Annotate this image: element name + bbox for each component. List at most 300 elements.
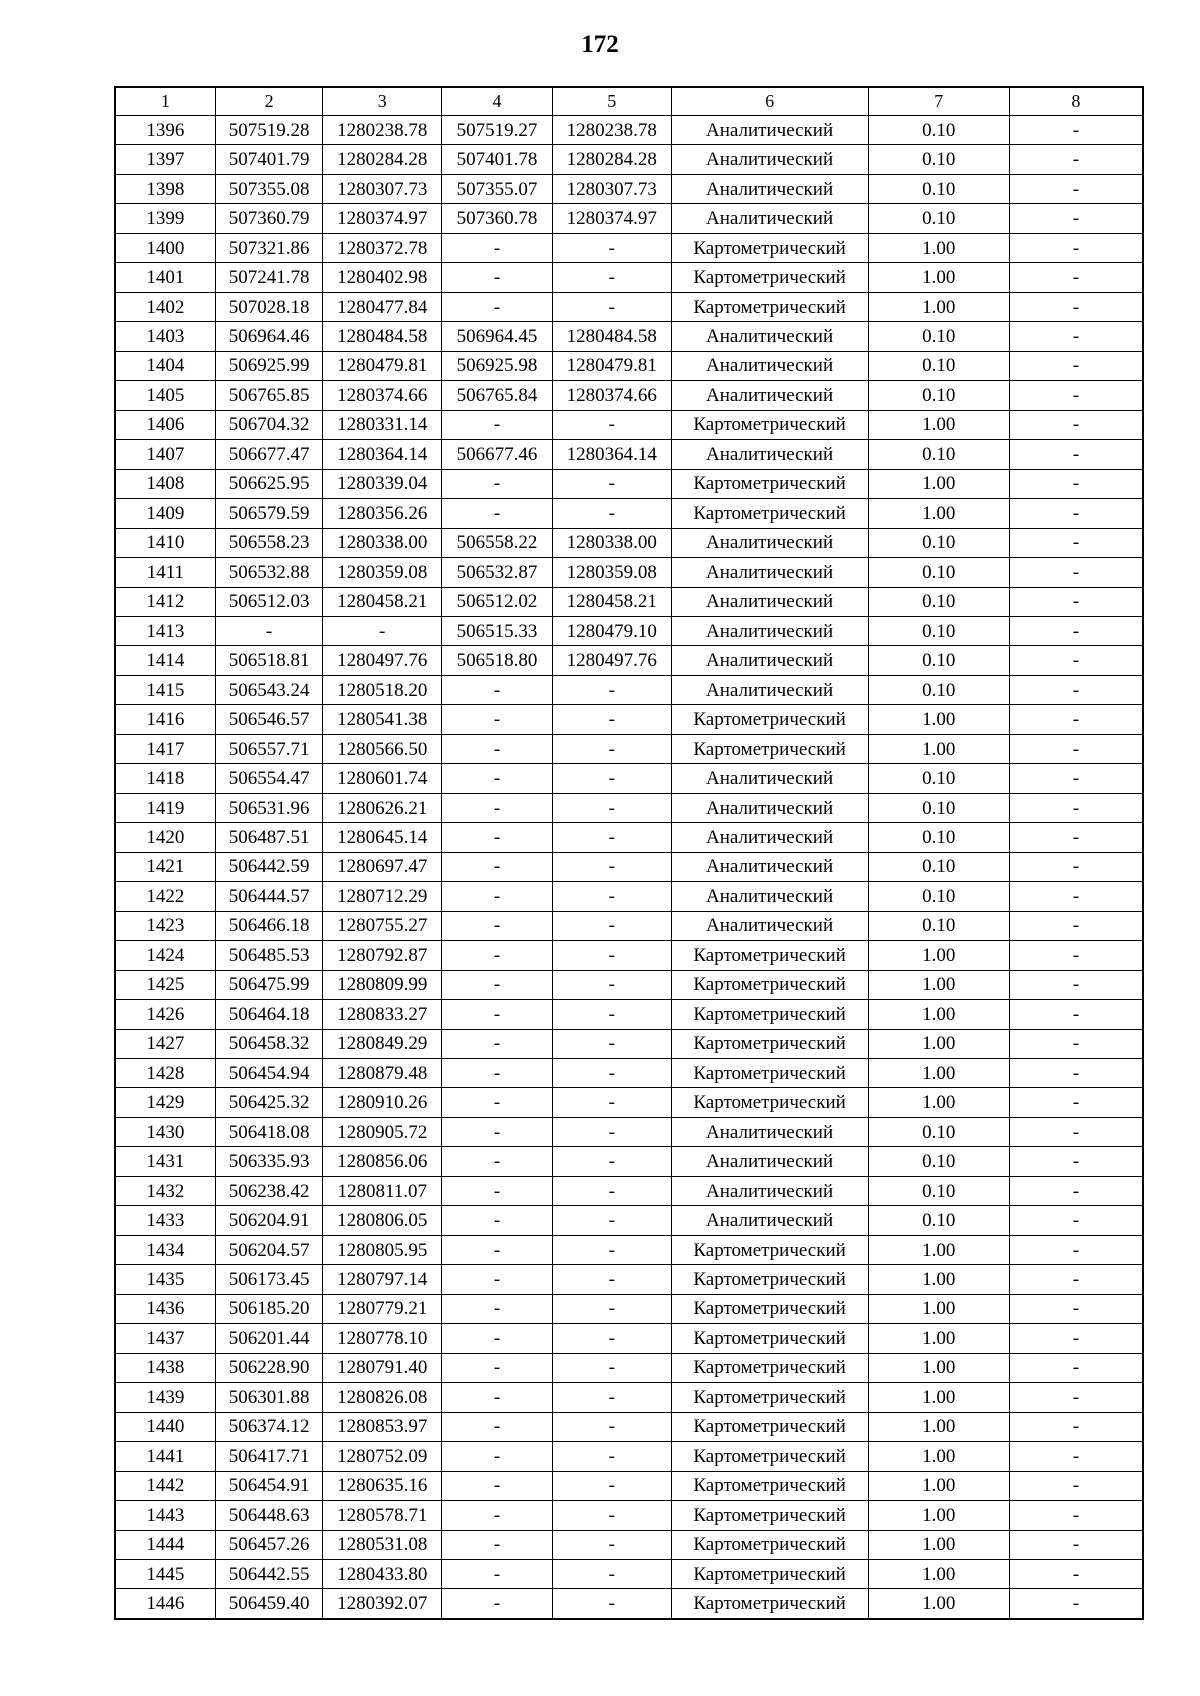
y-coordinate-alt-cell: - [552, 764, 671, 793]
accuracy-cell: 1.00 [868, 734, 1009, 763]
table-row [115, 145, 1143, 174]
note-cell: - [1009, 1000, 1143, 1029]
table-row [115, 469, 1143, 498]
point-number-cell: 1424 [115, 941, 215, 970]
y-coordinate-alt-cell: - [552, 1559, 671, 1588]
point-number-cell: 1441 [115, 1442, 215, 1471]
accuracy-cell: 0.10 [868, 882, 1009, 911]
accuracy-cell: 1.00 [868, 1029, 1009, 1058]
method-cell: Аналитический [671, 675, 868, 704]
y-coordinate-alt-cell: 1280458.21 [552, 587, 671, 616]
note-cell: - [1009, 734, 1143, 763]
x-coordinate-alt-cell: - [441, 1059, 552, 1088]
method-cell: Аналитический [671, 116, 868, 145]
y-coordinate-alt-cell: - [552, 469, 671, 498]
table-row [115, 116, 1143, 145]
accuracy-cell: 1.00 [868, 1530, 1009, 1559]
x-coordinate-alt-cell: - [441, 1412, 552, 1441]
point-number-cell: 1404 [115, 351, 215, 380]
method-cell: Аналитический [671, 587, 868, 616]
x-coordinate-cell: 506487.51 [215, 823, 323, 852]
y-coordinate-cell: 1280578.71 [323, 1501, 442, 1530]
x-coordinate-alt-cell: - [441, 1383, 552, 1412]
point-number-cell: 1421 [115, 852, 215, 881]
x-coordinate-cell: 507355.08 [215, 174, 323, 203]
method-cell: Аналитический [671, 528, 868, 557]
table-row [115, 499, 1143, 528]
note-cell: - [1009, 204, 1143, 233]
x-coordinate-cell: 506558.23 [215, 528, 323, 557]
x-coordinate-alt-cell: 507360.78 [441, 204, 552, 233]
table-row [115, 1117, 1143, 1146]
table-row [115, 263, 1143, 292]
x-coordinate-cell: 506444.57 [215, 882, 323, 911]
column-header: 3 [323, 87, 442, 116]
x-coordinate-alt-cell: 506512.02 [441, 587, 552, 616]
y-coordinate-alt-cell: 1280284.28 [552, 145, 671, 174]
y-coordinate-alt-cell: 1280374.66 [552, 381, 671, 410]
x-coordinate-cell: 506964.46 [215, 322, 323, 351]
y-coordinate-alt-cell: - [552, 941, 671, 970]
point-number-cell: 1398 [115, 174, 215, 203]
table-row [115, 292, 1143, 321]
y-coordinate-alt-cell: - [552, 1059, 671, 1088]
x-coordinate-alt-cell: - [441, 970, 552, 999]
accuracy-cell: 1.00 [868, 1294, 1009, 1323]
method-cell: Аналитический [671, 558, 868, 587]
point-number-cell: 1439 [115, 1383, 215, 1412]
x-coordinate-cell: 506185.20 [215, 1294, 323, 1323]
accuracy-cell: 1.00 [868, 941, 1009, 970]
y-coordinate-alt-cell: 1280484.58 [552, 322, 671, 351]
note-cell: - [1009, 1559, 1143, 1588]
x-coordinate-cell: 506677.47 [215, 440, 323, 469]
accuracy-cell: 1.00 [868, 1501, 1009, 1530]
accuracy-cell: 1.00 [868, 1000, 1009, 1029]
y-coordinate-cell: 1280497.76 [323, 646, 442, 675]
method-cell: Картометрический [671, 970, 868, 999]
method-cell: Аналитический [671, 646, 868, 675]
x-coordinate-alt-cell: - [441, 263, 552, 292]
x-coordinate-cell: 507028.18 [215, 292, 323, 321]
accuracy-cell: 0.10 [868, 322, 1009, 351]
method-cell: Картометрический [671, 263, 868, 292]
accuracy-cell: 0.10 [868, 204, 1009, 233]
note-cell: - [1009, 1117, 1143, 1146]
accuracy-cell: 1.00 [868, 1265, 1009, 1294]
table-row [115, 233, 1143, 262]
table-row [115, 764, 1143, 793]
x-coordinate-alt-cell: 506677.46 [441, 440, 552, 469]
y-coordinate-cell: 1280849.29 [323, 1029, 442, 1058]
point-number-cell: 1410 [115, 528, 215, 557]
x-coordinate-cell: 506485.53 [215, 941, 323, 970]
note-cell: - [1009, 823, 1143, 852]
note-cell: - [1009, 646, 1143, 675]
y-coordinate-cell: 1280853.97 [323, 1412, 442, 1441]
y-coordinate-alt-cell: - [552, 1176, 671, 1205]
note-cell: - [1009, 1412, 1143, 1441]
y-coordinate-alt-cell: - [552, 705, 671, 734]
y-coordinate-cell: 1280433.80 [323, 1559, 442, 1588]
x-coordinate-alt-cell: - [441, 705, 552, 734]
accuracy-cell: 0.10 [868, 174, 1009, 203]
y-coordinate-alt-cell: - [552, 970, 671, 999]
point-number-cell: 1432 [115, 1176, 215, 1205]
method-cell: Картометрический [671, 1088, 868, 1117]
note-cell: - [1009, 764, 1143, 793]
y-coordinate-cell: 1280811.07 [323, 1176, 442, 1205]
y-coordinate-cell: 1280374.97 [323, 204, 442, 233]
x-coordinate-cell: 506625.95 [215, 469, 323, 498]
accuracy-cell: 1.00 [868, 1559, 1009, 1588]
x-coordinate-cell: 506228.90 [215, 1353, 323, 1382]
y-coordinate-cell: 1280752.09 [323, 1442, 442, 1471]
x-coordinate-cell: 506238.42 [215, 1176, 323, 1205]
y-coordinate-alt-cell: - [552, 263, 671, 292]
accuracy-cell: 1.00 [868, 970, 1009, 999]
y-coordinate-alt-cell: 1280359.08 [552, 558, 671, 587]
note-cell: - [1009, 587, 1143, 616]
point-number-cell: 1428 [115, 1059, 215, 1088]
accuracy-cell: 0.10 [868, 528, 1009, 557]
point-number-cell: 1436 [115, 1294, 215, 1323]
note-cell: - [1009, 705, 1143, 734]
x-coordinate-cell: 506417.71 [215, 1442, 323, 1471]
y-coordinate-alt-cell: - [552, 823, 671, 852]
point-number-cell: 1422 [115, 882, 215, 911]
y-coordinate-alt-cell: - [552, 1324, 671, 1353]
x-coordinate-cell: 506512.03 [215, 587, 323, 616]
note-cell: - [1009, 911, 1143, 940]
accuracy-cell: 0.10 [868, 1176, 1009, 1205]
y-coordinate-cell: 1280356.26 [323, 499, 442, 528]
y-coordinate-cell: 1280805.95 [323, 1235, 442, 1264]
method-cell: Картометрический [671, 705, 868, 734]
accuracy-cell: 1.00 [868, 292, 1009, 321]
point-number-cell: 1396 [115, 116, 215, 145]
point-number-cell: 1434 [115, 1235, 215, 1264]
y-coordinate-cell: 1280392.07 [323, 1589, 442, 1619]
x-coordinate-cell: - [215, 616, 323, 645]
x-coordinate-alt-cell: - [441, 1029, 552, 1058]
point-number-cell: 1442 [115, 1471, 215, 1500]
y-coordinate-cell: 1280284.28 [323, 145, 442, 174]
method-cell: Аналитический [671, 381, 868, 410]
x-coordinate-alt-cell: - [441, 1501, 552, 1530]
x-coordinate-alt-cell: - [441, 823, 552, 852]
note-cell: - [1009, 1471, 1143, 1500]
x-coordinate-alt-cell: - [441, 1117, 552, 1146]
accuracy-cell: 1.00 [868, 233, 1009, 262]
x-coordinate-alt-cell: - [441, 1353, 552, 1382]
accuracy-cell: 0.10 [868, 675, 1009, 704]
x-coordinate-cell: 506458.32 [215, 1029, 323, 1058]
x-coordinate-alt-cell: - [441, 1206, 552, 1235]
y-coordinate-alt-cell: - [552, 734, 671, 763]
accuracy-cell: 0.10 [868, 793, 1009, 822]
table-row [115, 1324, 1143, 1353]
x-coordinate-alt-cell: - [441, 233, 552, 262]
y-coordinate-alt-cell: - [552, 1206, 671, 1235]
point-number-cell: 1407 [115, 440, 215, 469]
table-row [115, 1265, 1143, 1294]
point-number-cell: 1408 [115, 469, 215, 498]
point-number-cell: 1406 [115, 410, 215, 439]
accuracy-cell: 1.00 [868, 410, 1009, 439]
note-cell: - [1009, 1324, 1143, 1353]
accuracy-cell: 0.10 [868, 116, 1009, 145]
y-coordinate-alt-cell: - [552, 1530, 671, 1559]
y-coordinate-cell: 1280806.05 [323, 1206, 442, 1235]
y-coordinate-alt-cell: 1280364.14 [552, 440, 671, 469]
point-number-cell: 1400 [115, 233, 215, 262]
y-coordinate-cell: 1280479.81 [323, 351, 442, 380]
x-coordinate-alt-cell: - [441, 1324, 552, 1353]
accuracy-cell: 1.00 [868, 1471, 1009, 1500]
y-coordinate-alt-cell: - [552, 911, 671, 940]
x-coordinate-alt-cell: - [441, 1235, 552, 1264]
x-coordinate-cell: 506557.71 [215, 734, 323, 763]
point-number-cell: 1427 [115, 1029, 215, 1058]
y-coordinate-alt-cell: - [552, 1353, 671, 1382]
y-coordinate-alt-cell: - [552, 852, 671, 881]
method-cell: Аналитический [671, 1206, 868, 1235]
table-row [115, 911, 1143, 940]
table-row [115, 675, 1143, 704]
x-coordinate-cell: 507360.79 [215, 204, 323, 233]
x-coordinate-alt-cell: - [441, 1265, 552, 1294]
x-coordinate-alt-cell: 507519.27 [441, 116, 552, 145]
note-cell: - [1009, 558, 1143, 587]
note-cell: - [1009, 1353, 1143, 1382]
method-cell: Аналитический [671, 1147, 868, 1176]
y-coordinate-alt-cell: - [552, 1000, 671, 1029]
x-coordinate-cell: 506531.96 [215, 793, 323, 822]
point-number-cell: 1431 [115, 1147, 215, 1176]
column-header: 5 [552, 87, 671, 116]
point-number-cell: 1440 [115, 1412, 215, 1441]
table-row [115, 1442, 1143, 1471]
x-coordinate-cell: 506765.85 [215, 381, 323, 410]
accuracy-cell: 0.10 [868, 646, 1009, 675]
table-row [115, 1147, 1143, 1176]
note-cell: - [1009, 1501, 1143, 1530]
y-coordinate-cell: 1280712.29 [323, 882, 442, 911]
y-coordinate-cell: 1280601.74 [323, 764, 442, 793]
y-coordinate-alt-cell: 1280479.81 [552, 351, 671, 380]
method-cell: Картометрический [671, 1589, 868, 1619]
point-number-cell: 1414 [115, 646, 215, 675]
note-cell: - [1009, 440, 1143, 469]
note-cell: - [1009, 528, 1143, 557]
x-coordinate-alt-cell: 507355.07 [441, 174, 552, 203]
x-coordinate-cell: 506442.55 [215, 1559, 323, 1588]
x-coordinate-alt-cell: 506532.87 [441, 558, 552, 587]
column-header: 2 [215, 87, 323, 116]
y-coordinate-cell: 1280879.48 [323, 1059, 442, 1088]
x-coordinate-cell: 506546.57 [215, 705, 323, 734]
y-coordinate-cell: 1280338.00 [323, 528, 442, 557]
point-number-cell: 1401 [115, 263, 215, 292]
x-coordinate-cell: 507401.79 [215, 145, 323, 174]
method-cell: Картометрический [671, 1029, 868, 1058]
y-coordinate-cell: 1280697.47 [323, 852, 442, 881]
column-header: 8 [1009, 87, 1143, 116]
y-coordinate-cell: 1280566.50 [323, 734, 442, 763]
x-coordinate-alt-cell: - [441, 499, 552, 528]
table-row [115, 1059, 1143, 1088]
table-row [115, 1000, 1143, 1029]
y-coordinate-cell: 1280477.84 [323, 292, 442, 321]
accuracy-cell: 1.00 [868, 1088, 1009, 1117]
accuracy-cell: 0.10 [868, 558, 1009, 587]
note-cell: - [1009, 1206, 1143, 1235]
note-cell: - [1009, 499, 1143, 528]
x-coordinate-alt-cell: 506765.84 [441, 381, 552, 410]
x-coordinate-alt-cell: - [441, 1088, 552, 1117]
accuracy-cell: 0.10 [868, 440, 1009, 469]
y-coordinate-cell: 1280531.08 [323, 1530, 442, 1559]
note-cell: - [1009, 1029, 1143, 1058]
x-coordinate-alt-cell: - [441, 410, 552, 439]
y-coordinate-alt-cell: - [552, 1235, 671, 1264]
table-row [115, 705, 1143, 734]
method-cell: Картометрический [671, 1530, 868, 1559]
y-coordinate-cell: 1280635.16 [323, 1471, 442, 1500]
y-coordinate-cell: 1280359.08 [323, 558, 442, 587]
table-row [115, 1294, 1143, 1323]
table-row [115, 941, 1143, 970]
table-row [115, 1471, 1143, 1500]
point-number-cell: 1420 [115, 823, 215, 852]
point-number-cell: 1403 [115, 322, 215, 351]
x-coordinate-cell: 506518.81 [215, 646, 323, 675]
point-number-cell: 1397 [115, 145, 215, 174]
table-row [115, 204, 1143, 233]
note-cell: - [1009, 616, 1143, 645]
y-coordinate-cell: 1280458.21 [323, 587, 442, 616]
x-coordinate-alt-cell: - [441, 292, 552, 321]
x-coordinate-alt-cell: - [441, 793, 552, 822]
y-coordinate-cell: 1280792.87 [323, 941, 442, 970]
x-coordinate-alt-cell: - [441, 1471, 552, 1500]
table-row [115, 440, 1143, 469]
point-number-cell: 1402 [115, 292, 215, 321]
point-number-cell: 1430 [115, 1117, 215, 1146]
method-cell: Аналитический [671, 823, 868, 852]
point-number-cell: 1413 [115, 616, 215, 645]
accuracy-cell: 1.00 [868, 469, 1009, 498]
method-cell: Картометрический [671, 1383, 868, 1412]
point-number-cell: 1423 [115, 911, 215, 940]
point-number-cell: 1399 [115, 204, 215, 233]
method-cell: Картометрический [671, 1059, 868, 1088]
x-coordinate-alt-cell: - [441, 764, 552, 793]
y-coordinate-alt-cell: - [552, 1501, 671, 1530]
y-coordinate-cell: 1280364.14 [323, 440, 442, 469]
x-coordinate-cell: 506173.45 [215, 1265, 323, 1294]
y-coordinate-cell: 1280755.27 [323, 911, 442, 940]
note-cell: - [1009, 1589, 1143, 1619]
table-row [115, 381, 1143, 410]
table-body [115, 116, 1143, 1620]
table-row [115, 558, 1143, 587]
y-coordinate-alt-cell: 1280374.97 [552, 204, 671, 233]
y-coordinate-alt-cell: - [552, 292, 671, 321]
note-cell: - [1009, 793, 1143, 822]
method-cell: Аналитический [671, 911, 868, 940]
column-header: 4 [441, 87, 552, 116]
y-coordinate-alt-cell: - [552, 1294, 671, 1323]
point-number-cell: 1415 [115, 675, 215, 704]
y-coordinate-cell: 1280372.78 [323, 233, 442, 262]
y-coordinate-cell: 1280626.21 [323, 793, 442, 822]
point-number-cell: 1435 [115, 1265, 215, 1294]
x-coordinate-cell: 506418.08 [215, 1117, 323, 1146]
x-coordinate-cell: 506448.63 [215, 1501, 323, 1530]
note-cell: - [1009, 322, 1143, 351]
x-coordinate-alt-cell: - [441, 911, 552, 940]
x-coordinate-alt-cell: - [441, 941, 552, 970]
point-number-cell: 1425 [115, 970, 215, 999]
table-row [115, 1383, 1143, 1412]
y-coordinate-cell: 1280484.58 [323, 322, 442, 351]
note-cell: - [1009, 1147, 1143, 1176]
table-header-row [115, 87, 1143, 116]
accuracy-cell: 0.10 [868, 381, 1009, 410]
y-coordinate-cell: 1280307.73 [323, 174, 442, 203]
method-cell: Аналитический [671, 1117, 868, 1146]
table-row [115, 351, 1143, 380]
method-cell: Аналитический [671, 440, 868, 469]
table-row [115, 852, 1143, 881]
accuracy-cell: 0.10 [868, 764, 1009, 793]
method-cell: Картометрический [671, 941, 868, 970]
method-cell: Картометрический [671, 1294, 868, 1323]
x-coordinate-cell: 506204.57 [215, 1235, 323, 1264]
method-cell: Картометрический [671, 1265, 868, 1294]
note-cell: - [1009, 1294, 1143, 1323]
method-cell: Картометрический [671, 469, 868, 498]
y-coordinate-cell: - [323, 616, 442, 645]
table-row [115, 1412, 1143, 1441]
method-cell: Аналитический [671, 764, 868, 793]
x-coordinate-cell: 506466.18 [215, 911, 323, 940]
y-coordinate-cell: 1280778.10 [323, 1324, 442, 1353]
y-coordinate-alt-cell: - [552, 675, 671, 704]
x-coordinate-cell: 506925.99 [215, 351, 323, 380]
y-coordinate-cell: 1280833.27 [323, 1000, 442, 1029]
accuracy-cell: 0.10 [868, 351, 1009, 380]
table-row [115, 1235, 1143, 1264]
table-row [115, 970, 1143, 999]
method-cell: Аналитический [671, 793, 868, 822]
y-coordinate-cell: 1280541.38 [323, 705, 442, 734]
accuracy-cell: 1.00 [868, 1412, 1009, 1441]
y-coordinate-alt-cell: - [552, 1117, 671, 1146]
method-cell: Аналитический [671, 882, 868, 911]
accuracy-cell: 0.10 [868, 587, 1009, 616]
accuracy-cell: 0.10 [868, 1147, 1009, 1176]
x-coordinate-cell: 506457.26 [215, 1530, 323, 1559]
accuracy-cell: 1.00 [868, 705, 1009, 734]
accuracy-cell: 1.00 [868, 1383, 1009, 1412]
y-coordinate-cell: 1280856.06 [323, 1147, 442, 1176]
method-cell: Картометрический [671, 1471, 868, 1500]
method-cell: Аналитический [671, 852, 868, 881]
y-coordinate-alt-cell: 1280479.10 [552, 616, 671, 645]
